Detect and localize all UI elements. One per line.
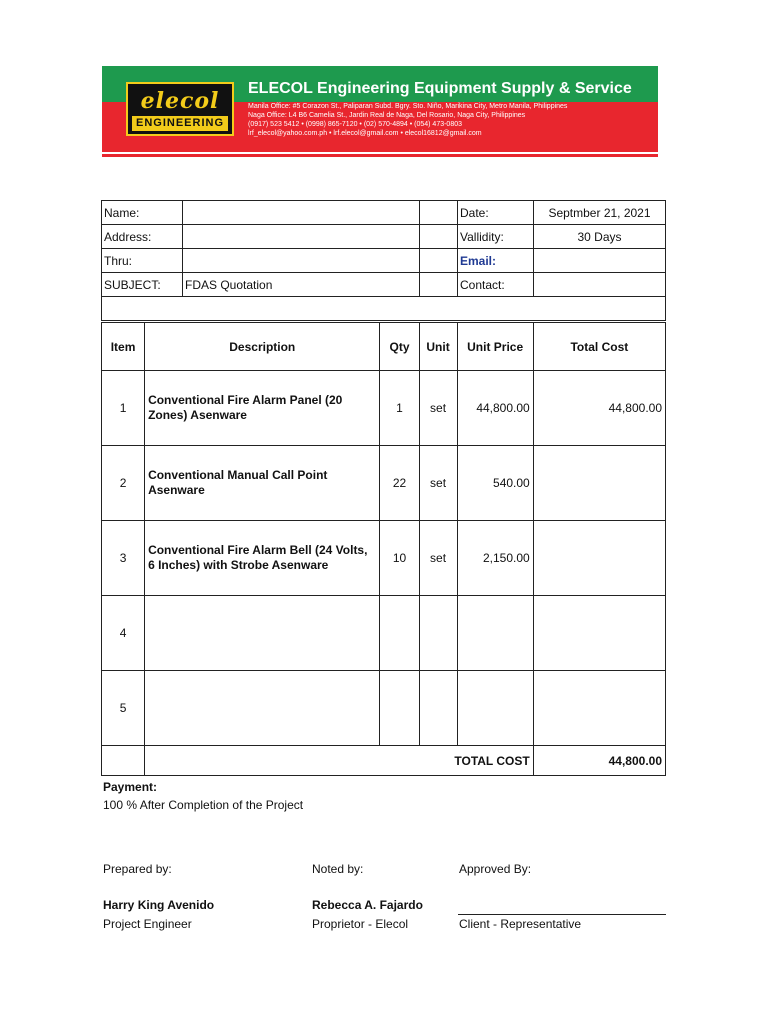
company-name: ELECOL Engineering Equipment Supply & Service (248, 80, 632, 97)
thru-label: Thru: (102, 249, 183, 273)
item-description[interactable]: Conventional Fire Alarm Bell (24 Volts, 6 Inches) with Strobe Asenware (145, 521, 380, 596)
item-total-cost[interactable] (533, 671, 665, 746)
prepared-by-name: Harry King Avenido (103, 898, 215, 912)
payment-terms: 100 % After Completion of the Project (103, 798, 304, 812)
item-number: 2 (102, 446, 145, 521)
noted-by-name: Rebecca A. Fajardo (312, 898, 423, 912)
table-row (102, 671, 666, 746)
subject-value[interactable]: FDAS Quotation (183, 273, 420, 297)
total-cost-value: 44,800.00 (533, 746, 665, 776)
info-spacer-cell (420, 273, 458, 297)
item-unit[interactable] (419, 671, 457, 746)
item-qty[interactable] (380, 671, 419, 746)
thru-value[interactable] (183, 249, 420, 273)
email-label: Email: (458, 249, 534, 273)
approved-by-title: Client - Representative (459, 917, 582, 931)
contact-value[interactable] (534, 273, 666, 297)
table-row (102, 596, 666, 671)
address-value[interactable] (183, 225, 420, 249)
item-qty[interactable]: 10 (380, 521, 419, 596)
item-unit-price[interactable]: 44,800.00 (457, 371, 533, 446)
subject-label: SUBJECT: (102, 273, 183, 297)
item-unit[interactable] (419, 596, 457, 671)
info-spacer-cell (420, 201, 458, 225)
approved-by-label: Approved By: (459, 862, 532, 876)
item-unit-price[interactable] (457, 671, 533, 746)
item-total-cost[interactable] (533, 446, 665, 521)
info-spacer-cell (420, 249, 458, 273)
address-line-manila: Manila Office: #5 Corazon St., Paliparan Subd. Bgry. Sto. Niño, Marikina City, Metro Manila, Philippines (248, 103, 568, 110)
date-value[interactable]: Septmber 21, 2021 (534, 201, 666, 225)
table-row (102, 446, 666, 521)
address-label: Address: (102, 225, 183, 249)
phone-line: (0917) 523 5412 • (0998) 865-7120 • (02) 570-4894 • (054) 473-0803 (248, 121, 463, 128)
item-unit-price[interactable] (457, 596, 533, 671)
logo-subtitle: ENGINEERING (132, 116, 228, 131)
total-cost-row (102, 746, 666, 776)
validity-label: Vallidity: (458, 225, 534, 249)
header-unit-price: Unit Price (457, 323, 533, 371)
contact-label: Contact: (458, 273, 534, 297)
email-value[interactable] (534, 249, 666, 273)
info-row-subject (102, 273, 666, 297)
total-cost-label: TOTAL COST (145, 746, 534, 776)
header-unit: Unit (419, 323, 457, 371)
item-description[interactable]: Conventional Fire Alarm Panel (20 Zones) Asenware (145, 371, 380, 446)
company-logo (126, 82, 234, 136)
item-number: 5 (102, 671, 145, 746)
noted-by-label: Noted by: (312, 862, 364, 876)
item-number: 1 (102, 371, 145, 446)
address-line-naga: Naga Office: L4 B6 Camelia St., Jardin Real de Naga, Del Rosario, Naga City, Philippines (248, 112, 526, 119)
item-qty[interactable]: 22 (380, 446, 419, 521)
blank-spacer-row (102, 297, 666, 321)
item-unit-price[interactable]: 540.00 (457, 446, 533, 521)
header-description: Description (145, 323, 380, 371)
header-item: Item (102, 323, 145, 371)
logo-wordmark: elecol (140, 88, 220, 114)
header-qty: Qty (380, 323, 419, 371)
item-description[interactable] (145, 596, 380, 671)
item-qty[interactable]: 1 (380, 371, 419, 446)
item-unit[interactable]: set (419, 371, 457, 446)
info-row-blank (102, 297, 666, 321)
item-number: 4 (102, 596, 145, 671)
client-info-table (101, 200, 666, 321)
quotation-items-table (101, 322, 666, 776)
items-header-row (102, 323, 666, 371)
total-blank-cell (102, 746, 145, 776)
header-total-cost: Total Cost (533, 323, 665, 371)
item-total-cost[interactable] (533, 521, 665, 596)
client-signature-line (458, 914, 666, 915)
item-number: 3 (102, 521, 145, 596)
validity-value[interactable]: 30 Days (534, 225, 666, 249)
item-qty[interactable] (380, 596, 419, 671)
prepared-by-title: Project Engineer (103, 917, 192, 931)
letterhead-divider (102, 154, 658, 157)
email-line: lrf_elecol@yahoo.com.ph • lrf.elecol@gmail.com • elecol16812@gmail.com (248, 130, 482, 137)
info-row-name (102, 201, 666, 225)
info-spacer-cell (420, 225, 458, 249)
letterhead-banner (102, 66, 658, 152)
item-description[interactable] (145, 671, 380, 746)
name-label: Name: (102, 201, 183, 225)
table-row (102, 371, 666, 446)
name-value[interactable] (183, 201, 420, 225)
info-row-thru (102, 249, 666, 273)
item-unit-price[interactable]: 2,150.00 (457, 521, 533, 596)
noted-by-title: Proprietor - Elecol (312, 917, 409, 931)
date-label: Date: (458, 201, 534, 225)
item-unit[interactable]: set (419, 521, 457, 596)
payment-label: Payment: (103, 780, 158, 794)
info-row-address (102, 225, 666, 249)
item-total-cost[interactable]: 44,800.00 (533, 371, 665, 446)
prepared-by-label: Prepared by: (103, 862, 172, 876)
item-unit[interactable]: set (419, 446, 457, 521)
item-total-cost[interactable] (533, 596, 665, 671)
table-row (102, 521, 666, 596)
item-description[interactable]: Conventional Manual Call Point Asenware (145, 446, 380, 521)
